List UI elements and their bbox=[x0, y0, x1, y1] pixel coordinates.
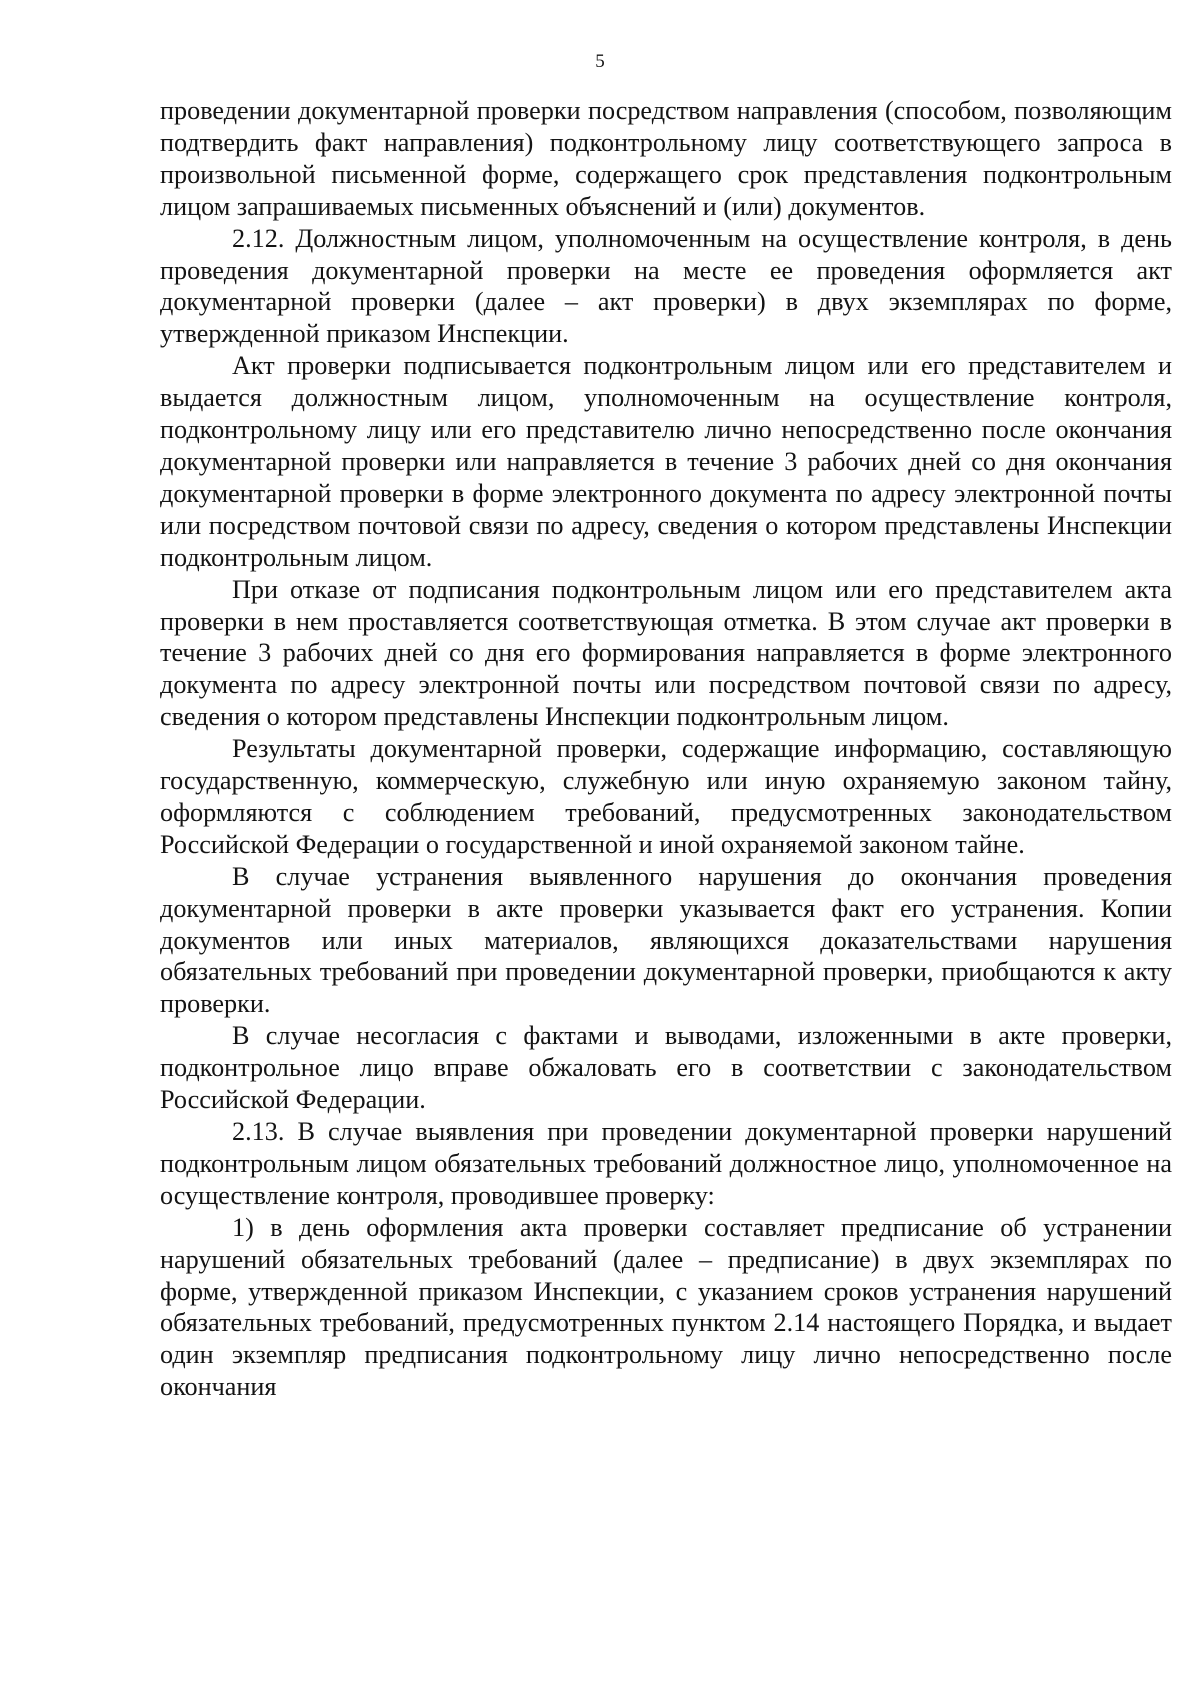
paragraph-secret-information: Результаты документарной проверки, содержащие информацию, составляющую государственную, коммерческую, служебную или иную охраняемую законом тайну, оформляются с соблюдением требований, предусмотренных законодательством Российской Федерации о государственной и иной охраняемой законом тайне. bbox=[160, 734, 1172, 859]
paragraph-refusal-to-sign: При отказе от подписания подконтрольным лицом или его представителем акта проверки в нем проставляется соответствующая отметка. В этом случае акт проверки в течение 3 рабочих дней со дня его формирования направляется в форме электронного документа по адресу электронной почты или посредством почтовой связи по адресу, сведения о котором представлены Инспекции подконтрольным лицом. bbox=[160, 574, 1172, 732]
paragraph-violation-remedied: В случае устранения выявленного нарушения до окончания проведения документарной проверки в акте проверки указывается факт его устранения. Копии документов или иных материалов, являющихся доказательствами нарушения обязательных требований при проведении документарной проверки, приобщаются к акту проверки. bbox=[160, 861, 1172, 1019]
paragraph-disagreement-appeal: В случае несогласия с фактами и выводами, изложенными в акте проверки, подконтрольное лицо вправе обжаловать его в соответствии с законодательством Российской Федерации. bbox=[160, 1021, 1172, 1115]
document-body bbox=[160, 95, 1172, 1403]
paragraph-act-signing: Акт проверки подписывается подконтрольным лицом или его представителем и выдается должностным лицом, уполномоченным на осуществление контроля, подконтрольному лицу или его представителю лично непосредственно после окончания документарной проверки или направляется в течение 3 рабочих дней со дня окончания документарной проверки в форме электронного документа по адресу электронной почты или посредством почтовой связи по адресу, сведения о котором представлены Инспекции подконтрольным лицом. bbox=[160, 351, 1172, 572]
paragraph-clause-2-12: 2.12. Должностным лицом, уполномоченным на осуществление контроля, в день проведения документарной проверки на месте ее проведения оформляется акт документарной проверки (далее – акт проверки) в двух экземплярах по форме, утвержденной приказом Инспекции. bbox=[160, 223, 1172, 349]
paragraph-item-1: 1) в день оформления акта проверки составляет предписание об устранении нарушений обязательных требований (далее – предписание) в двух экземплярах по форме, утвержденной приказом Инспекции, с указанием сроков устранения нарушений обязательных требований, предусмотренных пунктом 2.14 настоящего Порядка, и выдает один экземпляр предписания подконтрольному лицу лично непосредственно после окончания bbox=[160, 1212, 1172, 1402]
page-number: 5 bbox=[595, 51, 605, 72]
paragraph-continuation: проведении документарной проверки посредством направления (способом, позволяющим подтвердить факт направления) подконтрольному лицу соответствующего запроса в произвольной письменной форме, содержащего срок представления подконтрольным лицом запрашиваемых письменных объяснений и (или) документов. bbox=[160, 96, 1172, 221]
paragraph-clause-2-13: 2.13. В случае выявления при проведении документарной проверки нарушений подконтрольным лицом обязательных требований должностное лицо, уполномоченное на осуществление контроля, проводившее проверку: bbox=[160, 1117, 1172, 1210]
